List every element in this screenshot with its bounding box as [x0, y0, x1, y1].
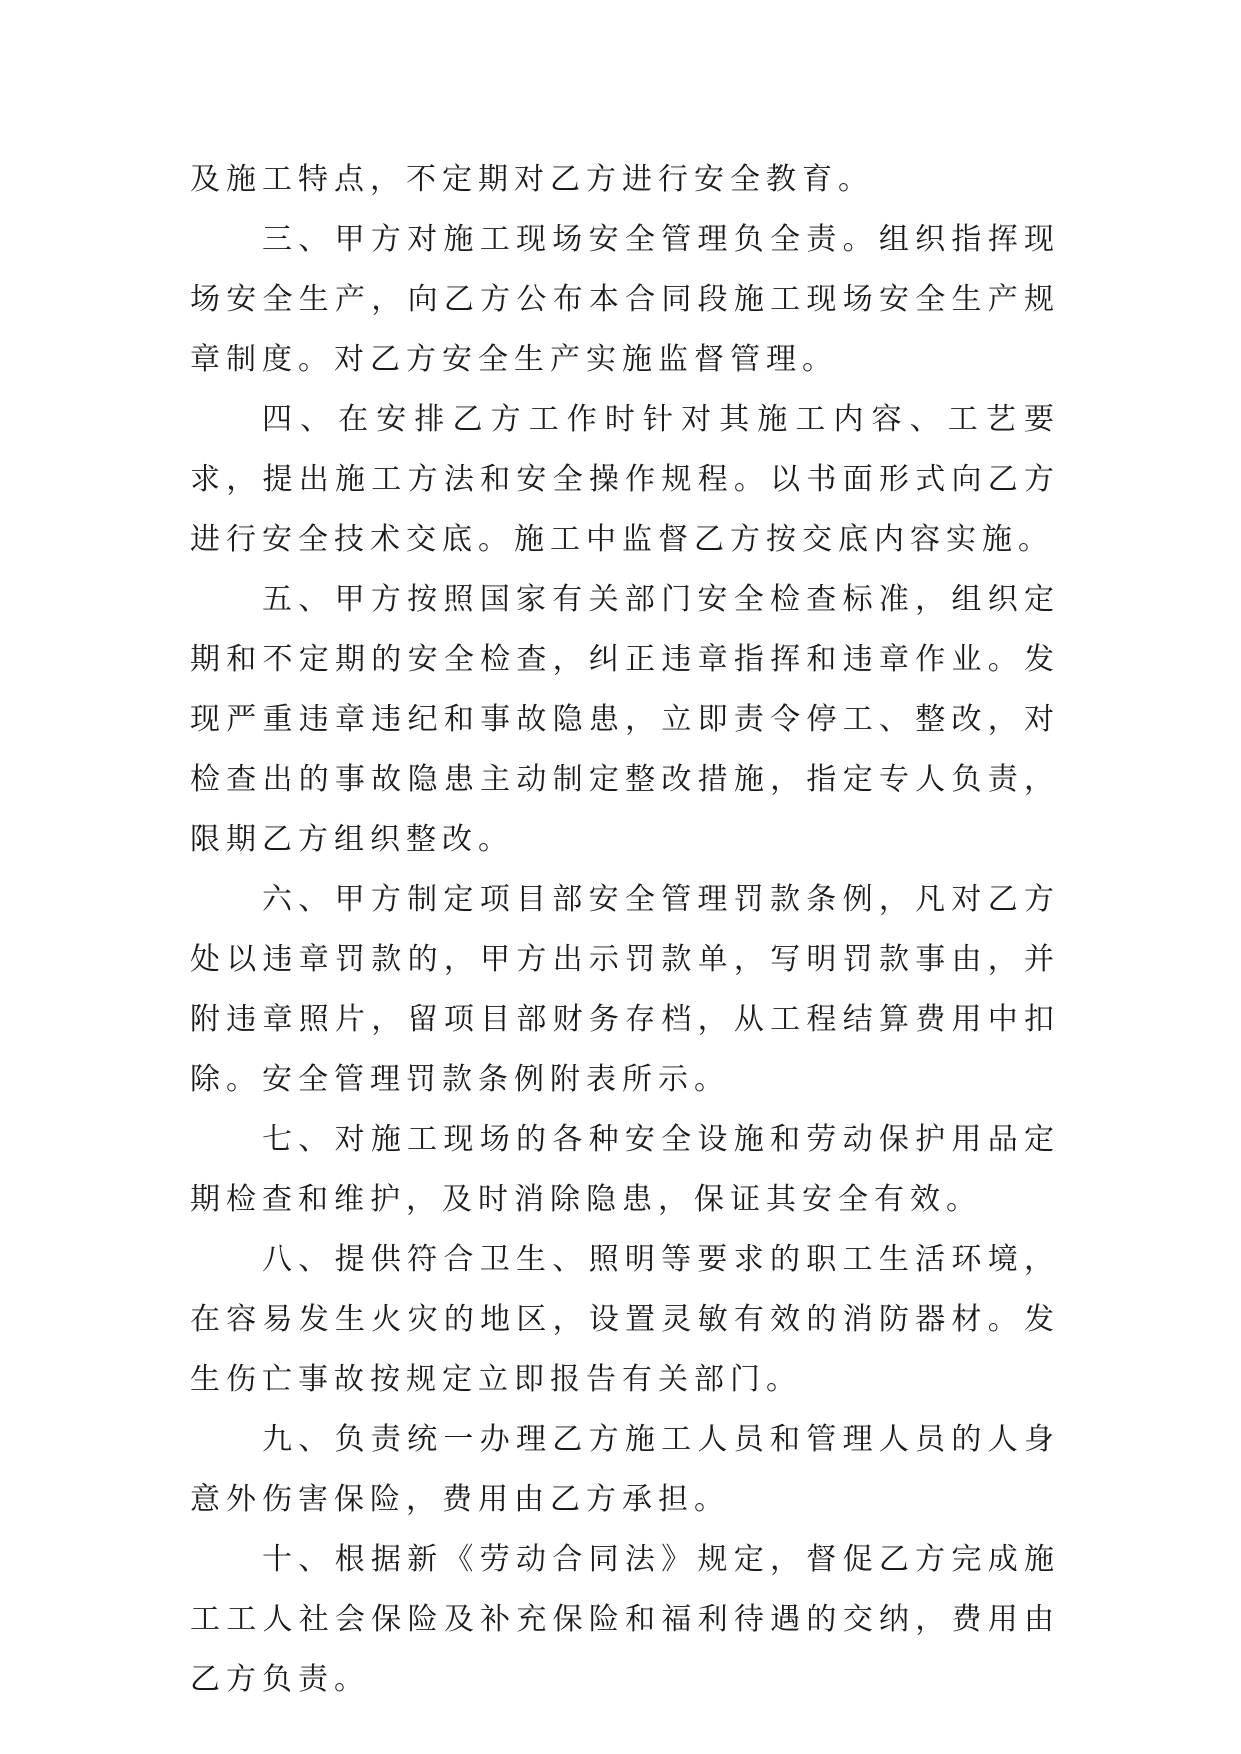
- paragraph-clause-5: 五、甲方按照国家有关部门安全检查标准，组织定期和不定期的安全检查，纠正违章指挥和违章作业。发现严重违章违纪和事故隐患，立即责令停工、整改，对检查出的事故隐患主动制定整改措施，指定专人负责，限期乙方组织整改。: [190, 582, 1060, 857]
- paragraph-clause-10: 十、根据新《劳动合同法》规定，督促乙方完成施工工人社会保险及补充保险和福利待遇的交纳，费用由乙方负责。: [190, 1542, 1060, 1697]
- document-body: [190, 150, 1060, 1710]
- paragraph-clause-8: 八、提供符合卫生、照明等要求的职工生活环境，在容易发生火灾的地区，设置灵敏有效的消防器材。发生伤亡事故按规定立即报告有关部门。: [190, 1242, 1060, 1397]
- paragraph-clause-7: 七、对施工现场的各种安全设施和劳动保护用品定期检查和维护，及时消除隐患，保证其安全有效。: [190, 1122, 1060, 1217]
- paragraph-continuation: 及施工特点，不定期对乙方进行安全教育。: [190, 162, 874, 197]
- paragraph-clause-3: 三、甲方对施工现场安全管理负全责。组织指挥现场安全生产，向乙方公布本合同段施工现场安全生产规章制度。对乙方安全生产实施监督管理。: [190, 222, 1060, 377]
- paragraph-clause-4: 四、在安排乙方工作时针对其施工内容、工艺要求，提出施工方法和安全操作规程。以书面形式向乙方进行安全技术交底。施工中监督乙方按交底内容实施。: [190, 402, 1060, 557]
- paragraph-clause-6: 六、甲方制定项目部安全管理罚款条例，凡对乙方处以违章罚款的，甲方出示罚款单，写明罚款事由，并附违章照片，留项目部财务存档，从工程结算费用中扣除。安全管理罚款条例附表所示。: [190, 882, 1060, 1097]
- paragraph-clause-9: 九、负责统一办理乙方施工人员和管理人员的人身意外伤害保险，费用由乙方承担。: [190, 1422, 1060, 1517]
